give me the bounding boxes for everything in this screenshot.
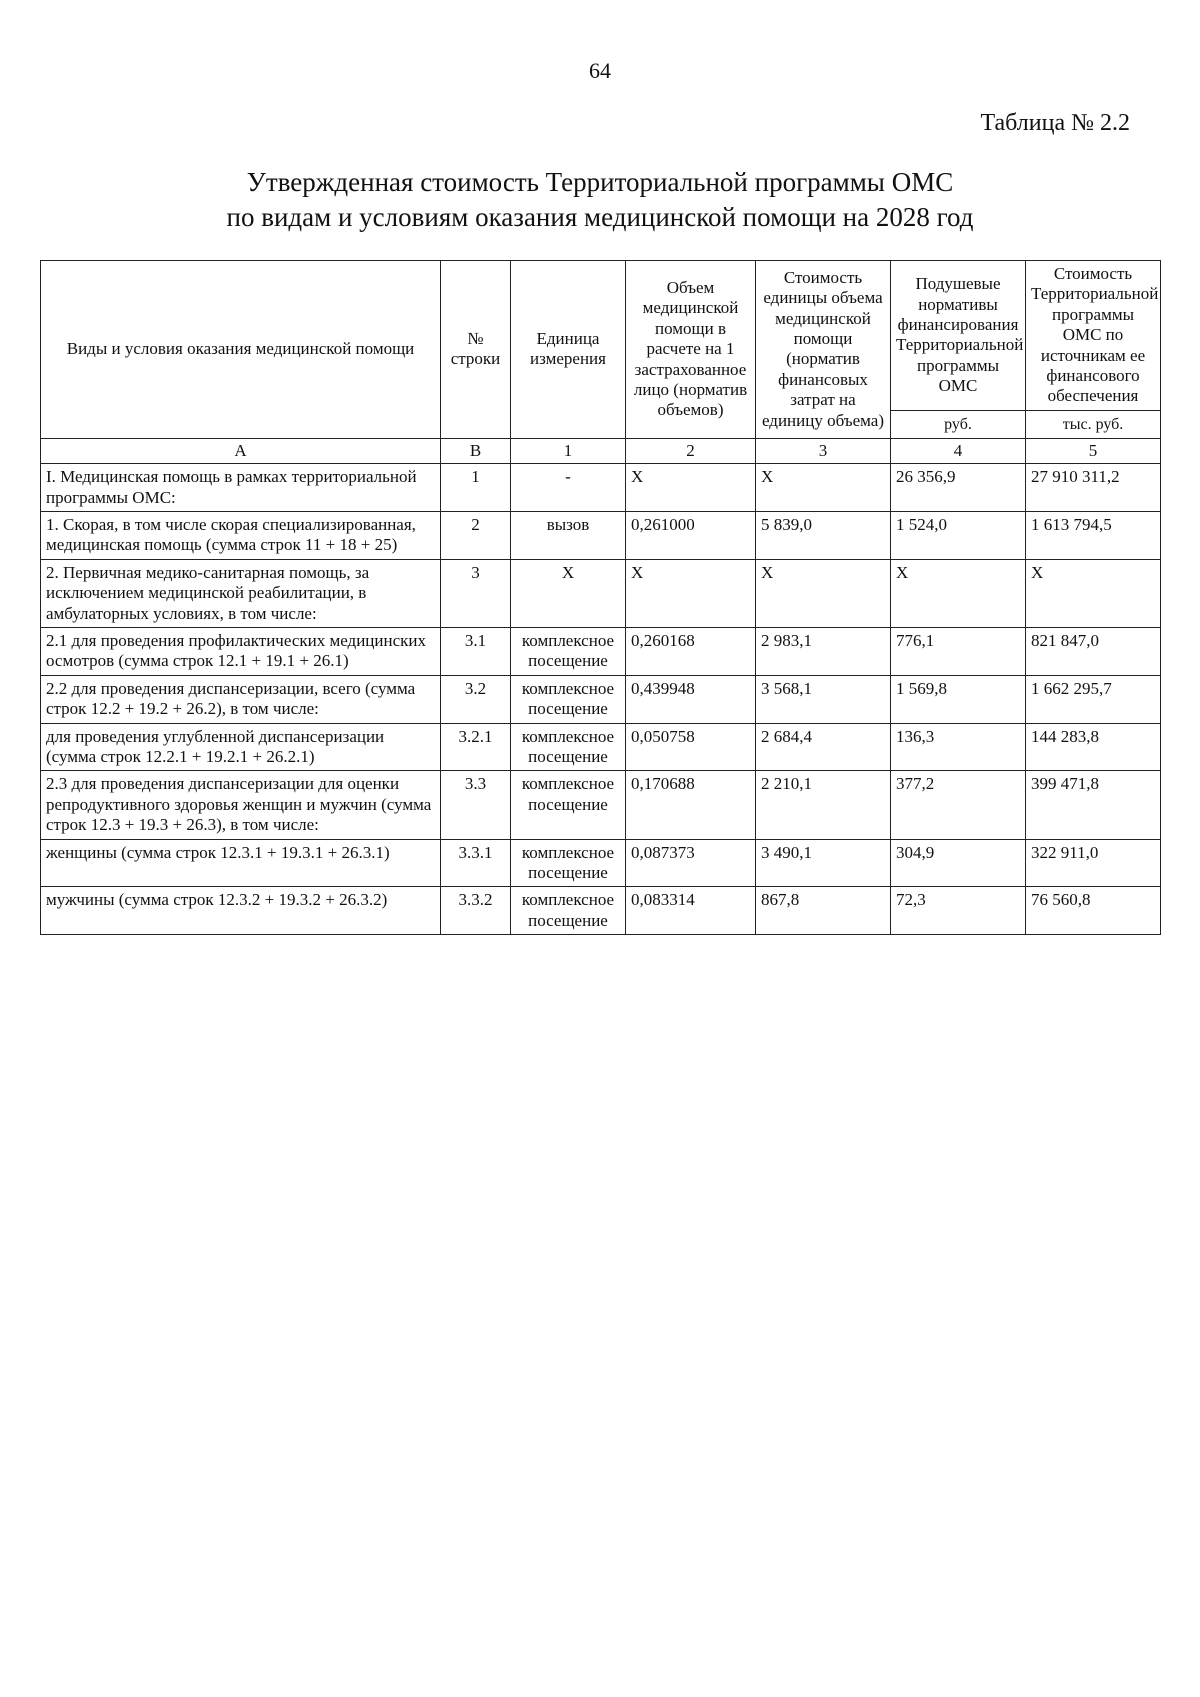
table-row bbox=[41, 464, 1161, 512]
row-unit: комплексное посещение bbox=[511, 839, 626, 887]
row-unit: - bbox=[511, 464, 626, 512]
row-unit: комплексное посещение bbox=[511, 887, 626, 935]
row-per-capita: 72,3 bbox=[891, 887, 1026, 935]
table-row bbox=[41, 512, 1161, 560]
row-unit: комплексное посещение bbox=[511, 675, 626, 723]
row-line: 3.2 bbox=[441, 675, 511, 723]
row-total: 399 471,8 bbox=[1026, 771, 1161, 839]
row-unit: вызов bbox=[511, 512, 626, 560]
row-unit-cost: Х bbox=[756, 559, 891, 627]
index-cell: 2 bbox=[626, 438, 756, 463]
header-unit: Единица измерения bbox=[511, 261, 626, 439]
row-unit-cost: Х bbox=[756, 464, 891, 512]
header-unit-cost: Стоимость единицы объема медицинской помощи (норматив финансовых затрат на единицу объема) bbox=[756, 261, 891, 439]
row-kind: для проведения углубленной диспансеризации (сумма строк 12.2.1 + 19.2.1 + 26.2.1) bbox=[41, 723, 441, 771]
row-unit-cost: 867,8 bbox=[756, 887, 891, 935]
row-kind: 2.2 для проведения диспансеризации, всего (сумма строк 12.2 + 19.2 + 26.2), в том числе: bbox=[41, 675, 441, 723]
row-per-capita: 136,3 bbox=[891, 723, 1026, 771]
row-kind: I. Медицинская помощь в рамках территориальной программы ОМС: bbox=[41, 464, 441, 512]
row-volume: Х bbox=[626, 464, 756, 512]
row-volume: 0,170688 bbox=[626, 771, 756, 839]
page-number: 64 bbox=[589, 58, 611, 83]
row-total: 1 613 794,5 bbox=[1026, 512, 1161, 560]
row-unit-cost: 3 568,1 bbox=[756, 675, 891, 723]
index-cell: 3 bbox=[756, 438, 891, 463]
row-kind: 1. Скорая, в том числе скорая специализированная, медицинская помощь (сумма строк 11 + 18 + 25) bbox=[41, 512, 441, 560]
row-unit-cost: 2 983,1 bbox=[756, 628, 891, 676]
row-per-capita: 26 356,9 bbox=[891, 464, 1026, 512]
row-per-capita: 377,2 bbox=[891, 771, 1026, 839]
row-total: 27 910 311,2 bbox=[1026, 464, 1161, 512]
table-row bbox=[41, 628, 1161, 676]
row-volume: Х bbox=[626, 559, 756, 627]
row-line: 3 bbox=[441, 559, 511, 627]
table-row bbox=[41, 559, 1161, 627]
row-unit: комплексное посещение bbox=[511, 628, 626, 676]
row-volume: 0,261000 bbox=[626, 512, 756, 560]
table-label: Таблица № 2.2 bbox=[980, 110, 1130, 136]
cost-table bbox=[40, 260, 1161, 935]
index-cell: В bbox=[441, 438, 511, 463]
unit-thousand-rub: тыс. руб. bbox=[1026, 410, 1161, 438]
header-kind: Виды и условия оказания медицинской помощи bbox=[41, 261, 441, 439]
row-line: 1 bbox=[441, 464, 511, 512]
row-total: 76 560,8 bbox=[1026, 887, 1161, 935]
header-per-capita: Подушевые нормативы финансирования Территориальной программы ОМС bbox=[891, 261, 1026, 411]
row-volume: 0,083314 bbox=[626, 887, 756, 935]
row-volume: 0,050758 bbox=[626, 723, 756, 771]
row-total: 821 847,0 bbox=[1026, 628, 1161, 676]
index-row bbox=[41, 438, 1161, 463]
index-cell: 4 bbox=[891, 438, 1026, 463]
row-per-capita: 1 569,8 bbox=[891, 675, 1026, 723]
table-row bbox=[41, 887, 1161, 935]
unit-rub: руб. bbox=[891, 410, 1026, 438]
index-cell: 5 bbox=[1026, 438, 1161, 463]
header-line-number: № строки bbox=[441, 261, 511, 439]
row-unit-cost: 2 684,4 bbox=[756, 723, 891, 771]
row-total: 144 283,8 bbox=[1026, 723, 1161, 771]
row-kind: 2.3 для проведения диспансеризации для оценки репродуктивного здоровья женщин и мужчин (сумма строк 12.3 + 19.3 + 26.3), в том числе: bbox=[41, 771, 441, 839]
table-row bbox=[41, 771, 1161, 839]
row-unit-cost: 2 210,1 bbox=[756, 771, 891, 839]
title-line-2: по видам и условиям оказания медицинской помощи на 2028 год bbox=[226, 202, 974, 233]
row-line: 3.3.2 bbox=[441, 887, 511, 935]
header-total-cost: Стоимость Территориальной программы ОМС по источникам ее финансового обеспечения bbox=[1026, 261, 1161, 411]
row-volume: 0,260168 bbox=[626, 628, 756, 676]
row-unit: Х bbox=[511, 559, 626, 627]
row-total: 322 911,0 bbox=[1026, 839, 1161, 887]
row-per-capita: 776,1 bbox=[891, 628, 1026, 676]
row-unit: комплексное посещение bbox=[511, 723, 626, 771]
row-unit-cost: 5 839,0 bbox=[756, 512, 891, 560]
table-row bbox=[41, 675, 1161, 723]
row-line: 3.2.1 bbox=[441, 723, 511, 771]
row-unit: комплексное посещение bbox=[511, 771, 626, 839]
row-line: 3.1 bbox=[441, 628, 511, 676]
header-row bbox=[41, 261, 1161, 411]
row-total: 1 662 295,7 bbox=[1026, 675, 1161, 723]
row-kind: мужчины (сумма строк 12.3.2 + 19.3.2 + 26.3.2) bbox=[41, 887, 441, 935]
row-volume: 0,087373 bbox=[626, 839, 756, 887]
row-unit-cost: 3 490,1 bbox=[756, 839, 891, 887]
row-kind: женщины (сумма строк 12.3.1 + 19.3.1 + 26.3.1) bbox=[41, 839, 441, 887]
row-kind: 2.1 для проведения профилактических медицинских осмотров (сумма строк 12.1 + 19.1 + 26.1) bbox=[41, 628, 441, 676]
header-volume: Объем медицинской помощи в расчете на 1 застрахованное лицо (норматив объемов) bbox=[626, 261, 756, 439]
row-kind: 2. Первичная медико-санитарная помощь, за исключением медицинской реабилитации, в амбулаторных условиях, в том числе: bbox=[41, 559, 441, 627]
index-cell: 1 bbox=[511, 438, 626, 463]
row-per-capita: Х bbox=[891, 559, 1026, 627]
row-volume: 0,439948 bbox=[626, 675, 756, 723]
row-line: 2 bbox=[441, 512, 511, 560]
table-row bbox=[41, 723, 1161, 771]
title-line-1: Утвержденная стоимость Территориальной программы ОМС bbox=[246, 167, 954, 197]
index-cell: А bbox=[41, 438, 441, 463]
row-total: Х bbox=[1026, 559, 1161, 627]
row-per-capita: 1 524,0 bbox=[891, 512, 1026, 560]
row-line: 3.3.1 bbox=[441, 839, 511, 887]
row-line: 3.3 bbox=[441, 771, 511, 839]
row-per-capita: 304,9 bbox=[891, 839, 1026, 887]
table-row bbox=[41, 839, 1161, 887]
document-title bbox=[60, 165, 1140, 235]
